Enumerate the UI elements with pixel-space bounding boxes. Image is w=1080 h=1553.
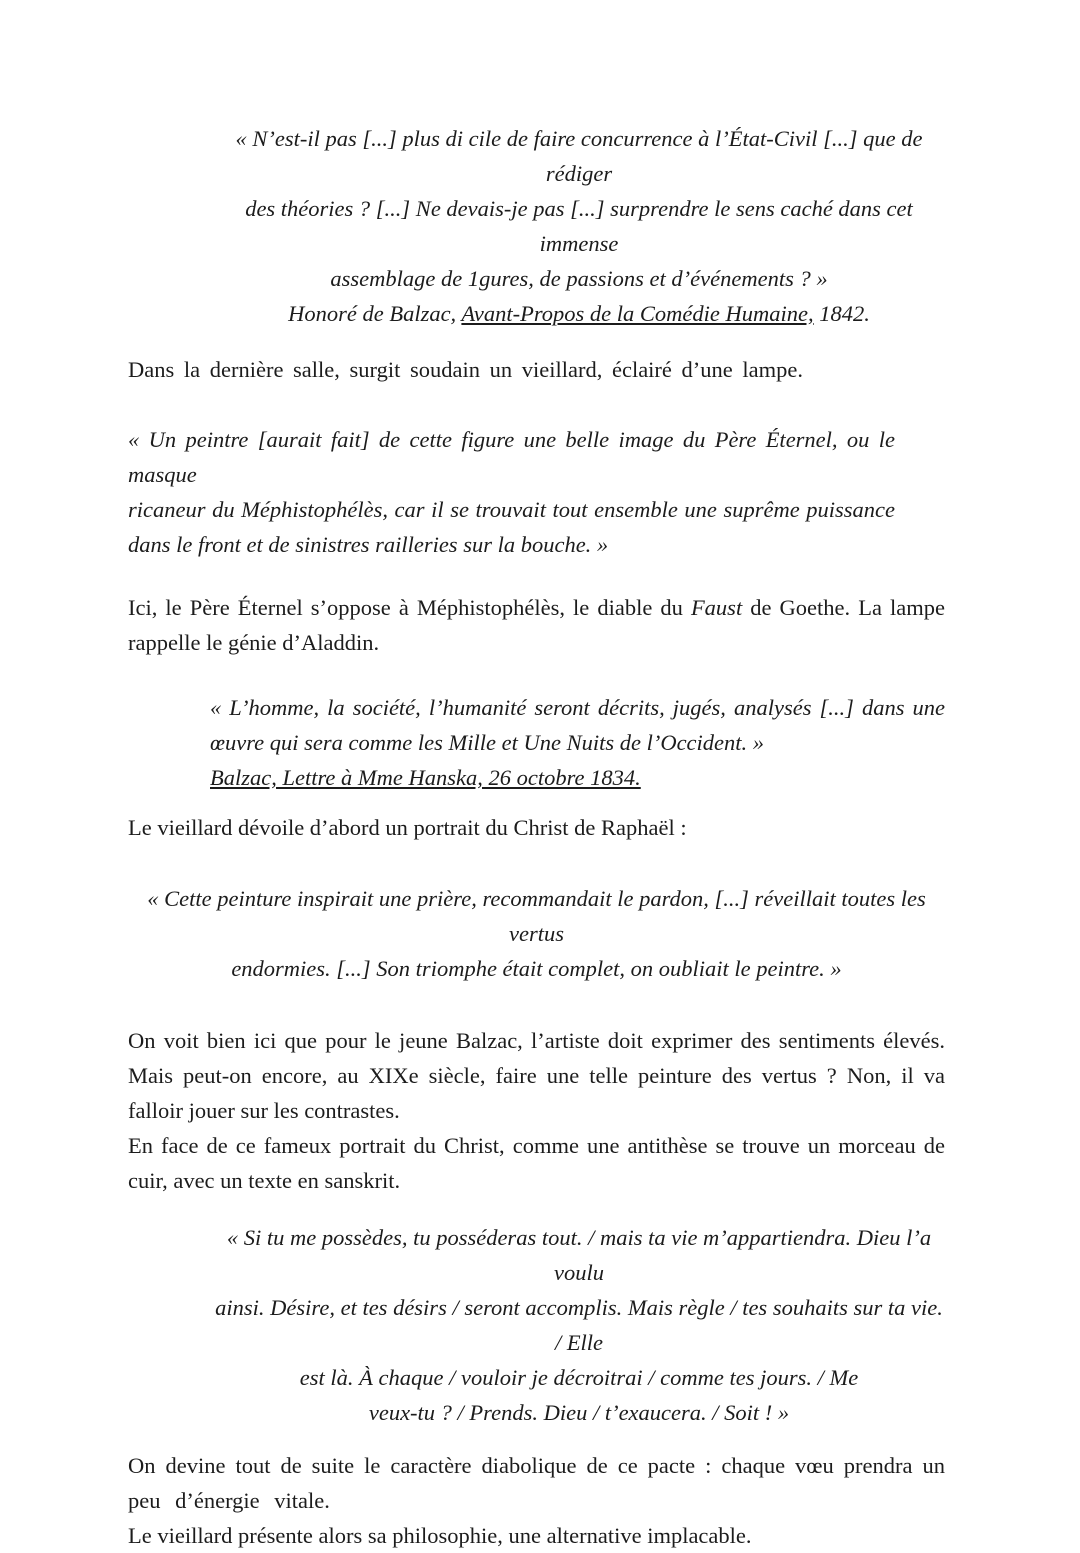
quote-line: « Cette peinture inspirait une prière, recommandait le pardon, [...] réveillait toutes les vertus [147,886,926,946]
paragraph-line: Le vieillard présente alors sa philosophie, une alternative implacable. [128,1523,752,1548]
quote-line: œuvre qui sera comme les Mille et Une Nuits de l’Occident. » [210,730,765,755]
quote-line: « N’est-il pas [...] plus di cile de faire concurrence à l’État-Civil [...] que de rédiger [235,126,923,186]
body-paragraph [128,590,945,660]
quote-line: est là. À chaque / vouloir je décroitrai / comme tes jours. / Me [299,1365,859,1390]
text-segment: Ici, le Père Éternel s’oppose à Méphistophélès, le diable du [128,595,691,620]
paragraph-line: cuir, avec un texte en sanskrit. [128,1168,401,1193]
paragraph-line: On voit bien ici que pour le jeune Balzac, l’artiste doit exprimer des sentiments élevés. [128,1028,945,1053]
quote-line: « Si tu me possèdes, tu posséderas tout. / mais ta vie m’appartiendra. Dieu l’a voulu [226,1225,932,1285]
epigraph-attribution [213,296,945,331]
paragraph-line: Dans la dernière salle, surgit soudain un vieillard, éclairé d’une lampe. [128,357,803,382]
paragraph-line: Mais peut-on encore, au XIXe siècle, faire une telle peinture des vertus ? Non, il va [128,1063,945,1088]
quote-line: assemblage de 1gures, de passions et d’événements ? » [330,266,828,291]
quote-line: endormies. [...] Son triomphe était complet, on oubliait le peintre. » [231,956,842,981]
quote-line: des théories ? [...] Ne devais-je pas [...] surprendre le sens caché dans cet immense [245,196,913,256]
body-paragraph [128,810,945,845]
blockquote-peinture [128,881,945,986]
quote-line: « L’homme, la société, l’humanité seront décrits, jugés, analysés [...] dans une [210,695,945,720]
paragraph-line: rappelle le génie d’Aladdin. [128,630,380,655]
body-paragraph [128,352,945,387]
paragraph-line: Le vieillard dévoile d’abord un portrait du Christ de Raphaël : [128,815,687,840]
attribution-author: Honoré de Balzac, [288,301,462,326]
body-paragraph [128,1448,945,1553]
blockquote-homme [210,690,945,795]
epigraph-quote [213,121,945,331]
quote-attribution: Balzac, Lettre à Mme Hanska, 26 octobre 1834. [210,765,641,790]
attribution-year: 1842. [813,301,870,326]
paragraph-line [128,590,945,625]
blockquote-peintre [128,422,895,562]
quote-line: veux-tu ? / Prends. Dieu / t’exaucera. / Soit ! » [368,1400,790,1425]
quote-line: ainsi. Désire, et tes désirs / seront accomplis. Mais règle / tes souhaits sur ta vie. / Elle [215,1295,943,1355]
quote-line: ricaneur du Méphistophélès, car il se trouvait tout ensemble une suprême puissance [128,497,895,522]
blockquote-pacte [213,1220,945,1430]
paragraph-line: On devine tout de suite le caractère diabolique de ce pacte : chaque vœu prendra un [128,1453,945,1478]
quote-line: dans le front et de sinistres railleries sur la bouche. » [128,532,609,557]
text-segment: de Goethe. La lampe [742,595,945,620]
attribution-title: Avant-Propos de la Comédie Humaine, [461,301,814,326]
body-paragraph [128,1023,945,1198]
quote-line: « Un peintre [aurait fait] de cette figure une belle image du Père Éternel, ou le masque [128,427,895,487]
paragraph-line: peu d’énergie vitale. [128,1488,330,1513]
paragraph-line: En face de ce fameux portrait du Christ, comme une antithèse se trouve un morceau de [128,1133,945,1158]
title-faust: Faust [690,595,743,620]
paragraph-line: falloir jouer sur les contrastes. [128,1098,400,1123]
